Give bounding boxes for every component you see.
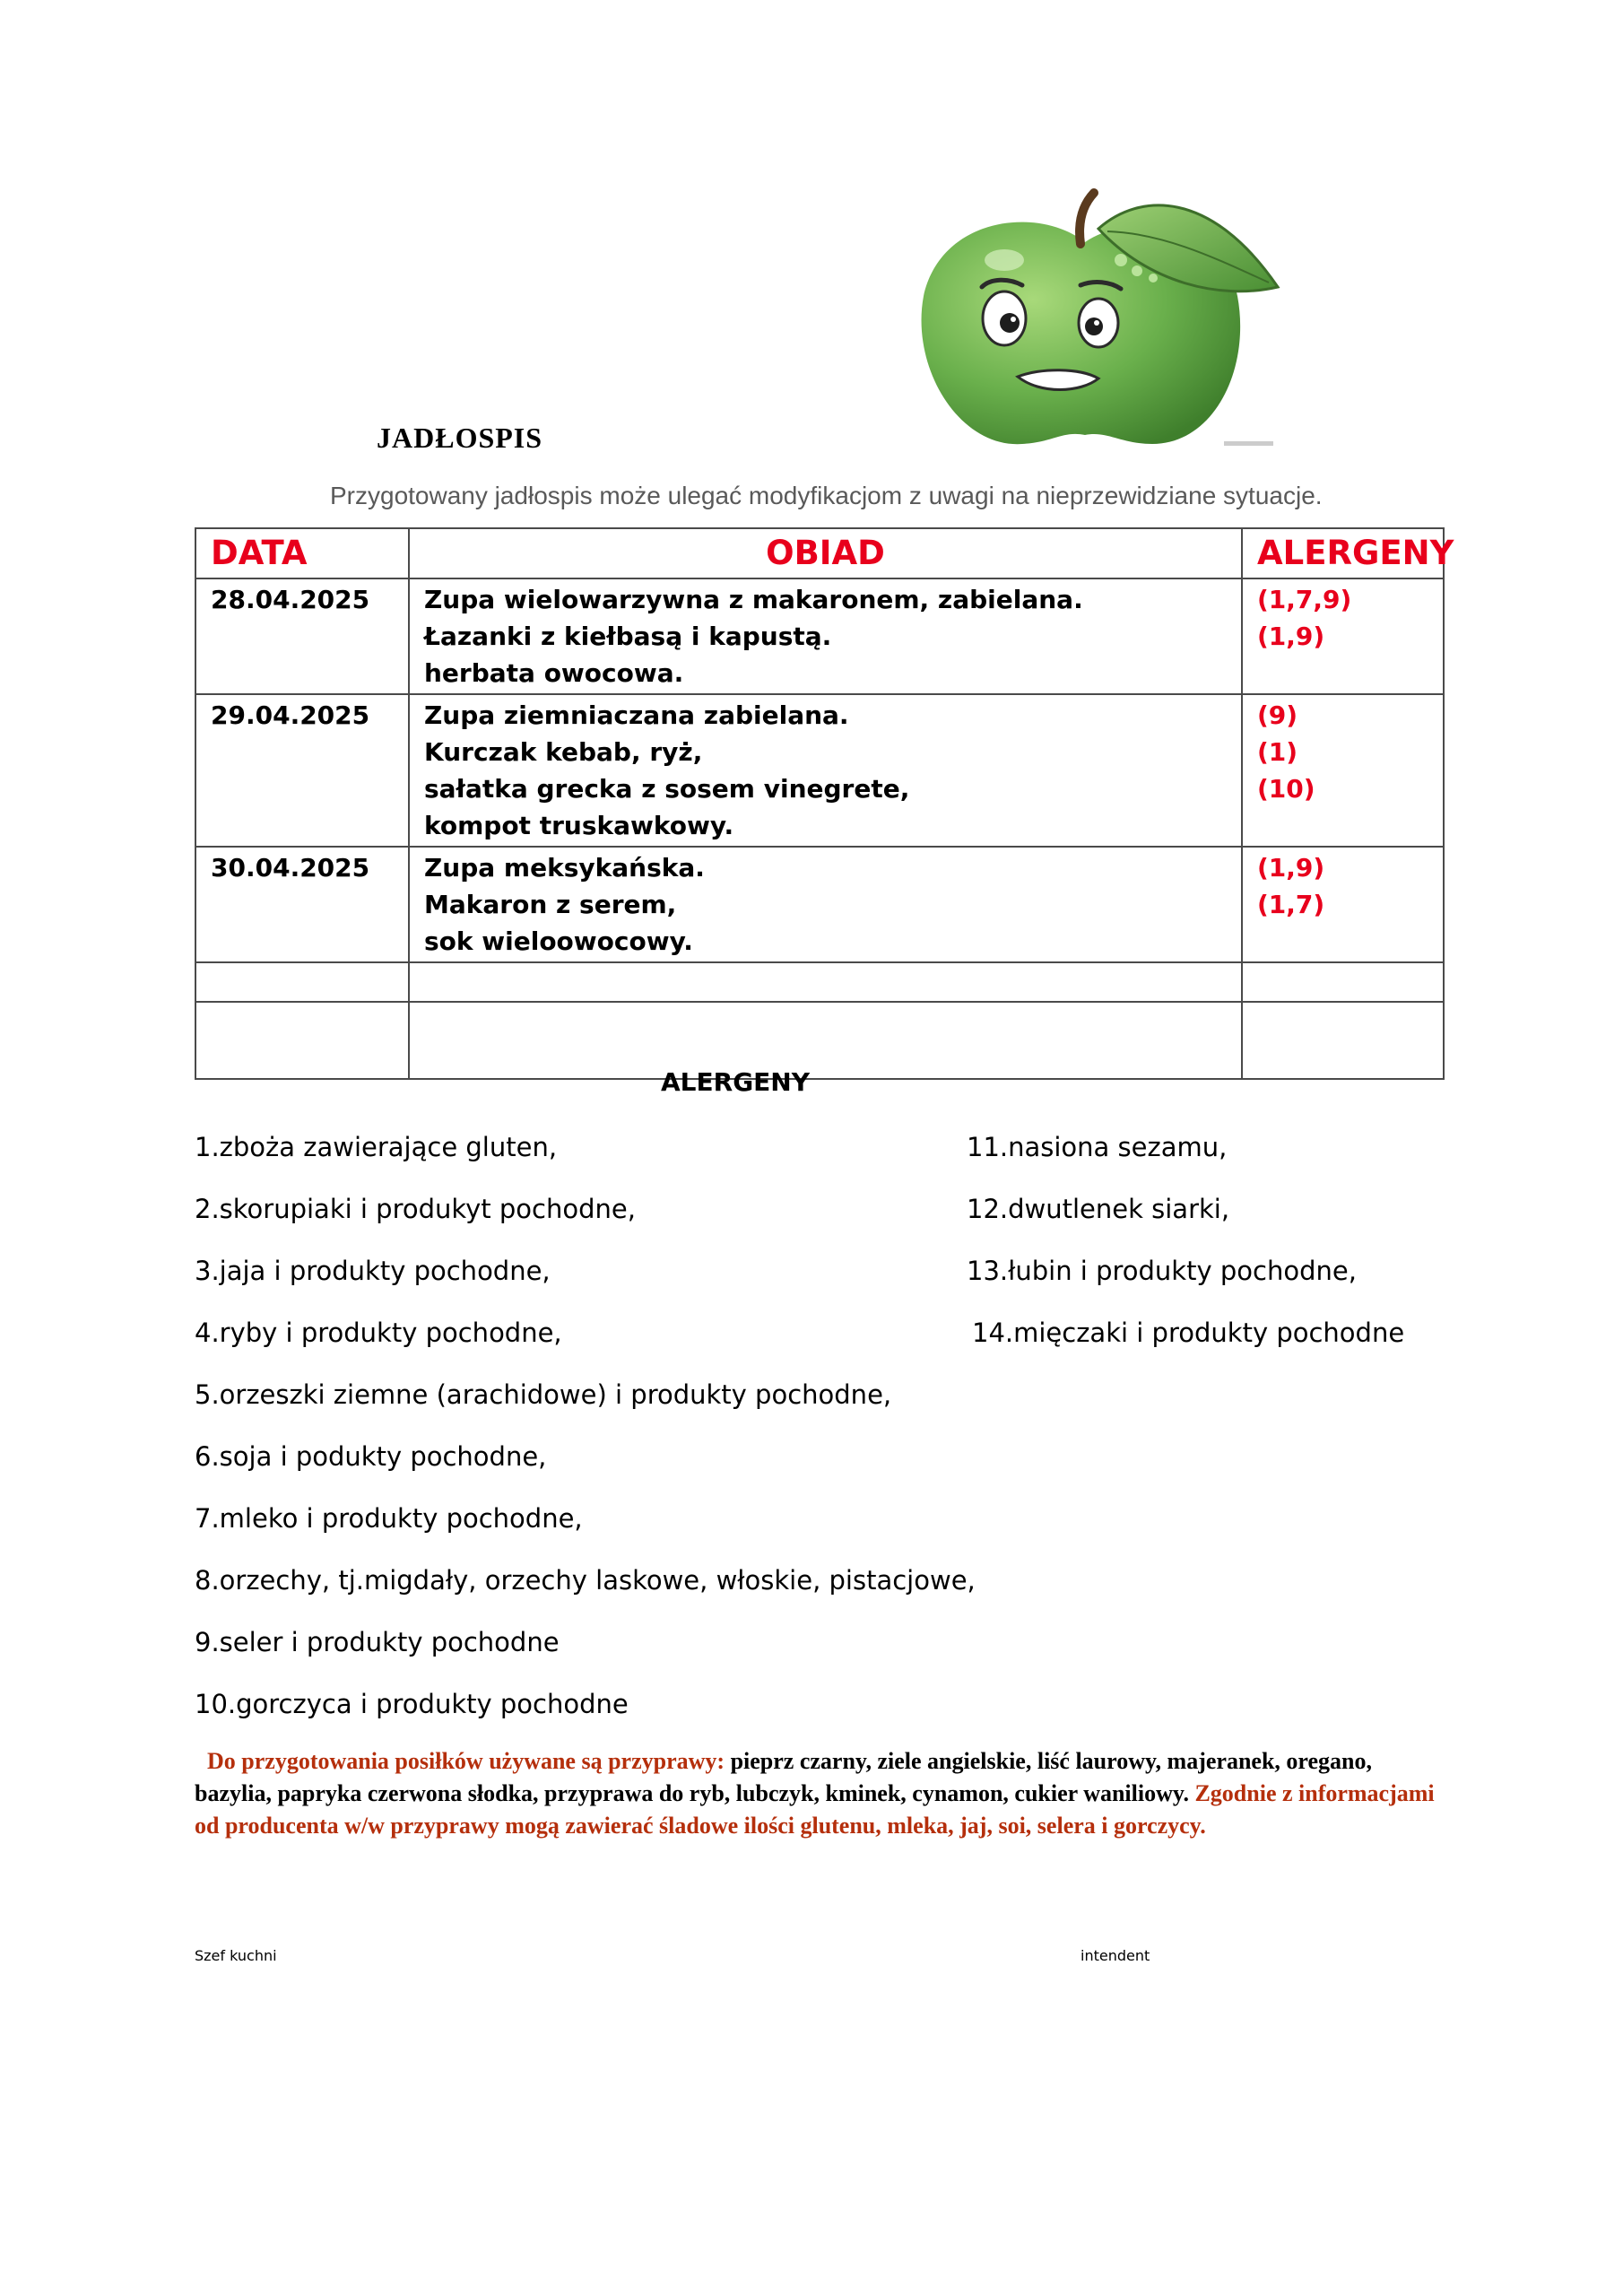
allergen-code: (1,9) xyxy=(1257,853,1325,883)
allergen-item: 14.mięczaki i produkty pochodne xyxy=(972,1318,1405,1348)
empty-cell xyxy=(409,1002,1242,1079)
allergen-item: 10.gorczyca i produkty pochodne xyxy=(195,1689,629,1719)
allergen-item: 9.seler i produkty pochodne xyxy=(195,1627,560,1657)
allergen-item: 12.dwutlenek siarki, xyxy=(967,1194,1230,1224)
empty-cell xyxy=(195,962,409,1002)
meal-line: herbata owocowa. xyxy=(424,658,684,688)
allergen-code: (1,7,9) xyxy=(1257,585,1352,614)
allergen-item: 4.ryby i produkty pochodne, xyxy=(195,1318,562,1348)
meal-line: Zupa wielowarzywna z makaronem, zabielana. xyxy=(424,585,1083,614)
table-row xyxy=(195,694,1444,847)
row-meal xyxy=(409,578,1242,694)
empty-cell xyxy=(1242,962,1444,1002)
allergen-item: 2.skorupiaki i produkyt pochodne, xyxy=(195,1194,636,1224)
row-allergens xyxy=(1242,578,1444,694)
meal-line: sałatka grecka z sosem vinegrete, xyxy=(424,774,910,804)
allergen-code: (10) xyxy=(1257,774,1315,804)
allergen-item: 8.orzechy, tj.migdały, orzechy laskowe, włoskie, pistacjowe, xyxy=(195,1565,976,1596)
header-date: DATA xyxy=(195,528,409,578)
spices-warning: Zgodnie z informacjami od producenta w/w przyprawy mogą zawierać śladowe ilości glutenu, mleka, jaj, soi, selera i gorczycy. xyxy=(195,1780,1435,1839)
allergen-legend-heading: ALERGENY xyxy=(661,1067,811,1097)
allergen-item: 6.soja i podukty pochodne, xyxy=(195,1441,547,1472)
meal-line: sok wieloowocowy. xyxy=(424,926,693,956)
apple-mascot-icon xyxy=(906,188,1291,457)
empty-cell xyxy=(409,962,1242,1002)
allergen-item: 13.łubin i produkty pochodne, xyxy=(967,1256,1357,1286)
empty-row xyxy=(195,962,1444,1002)
header-allergens: ALERGENY xyxy=(1242,528,1444,578)
allergen-item: 7.mleko i produkty pochodne, xyxy=(195,1503,583,1534)
meal-line: Kurczak kebab, ryż, xyxy=(424,737,703,767)
empty-cell xyxy=(195,1002,409,1079)
row-date: 30.04.2025 xyxy=(195,847,409,962)
signature-intendant: intendent xyxy=(1081,1947,1150,1964)
meal-line: Zupa ziemniaczana zabielana. xyxy=(424,700,849,730)
empty-row xyxy=(195,1002,1444,1079)
row-meal xyxy=(409,847,1242,962)
page-title: JADŁOSPIS xyxy=(377,422,543,454)
row-date: 29.04.2025 xyxy=(195,694,409,847)
meal-line: Zupa meksykańska. xyxy=(424,853,705,883)
allergen-code: (1) xyxy=(1257,737,1298,767)
spices-lead: Do przygotowania posiłków używane są przyprawy: xyxy=(207,1748,725,1774)
meal-line: Makaron z serem, xyxy=(424,890,677,919)
header-meal: OBIAD xyxy=(409,528,1242,578)
empty-cell xyxy=(1242,1002,1444,1079)
page-subtitle: Przygotowany jadłospis może ulegać modyfikacjom z uwagi na nieprzewidziane sytuacje. xyxy=(330,482,1323,509)
meal-line: Łazanki z kiełbasą i kapustą. xyxy=(424,622,832,651)
allergen-code: (9) xyxy=(1257,700,1298,730)
spices-list: pieprz czarny, ziele angielskie, liść laurowy, majeranek, oregano, bazylia, papryka czerwona słodka, przyprawa do ryb, lubczyk, kminek, cynamon, cukier waniliowy. xyxy=(195,1748,1372,1806)
signature-chef: Szef kuchni xyxy=(195,1947,277,1964)
row-allergens xyxy=(1242,694,1444,847)
allergen-item: 11.nasiona sezamu, xyxy=(967,1132,1228,1162)
meal-line: kompot truskawkowy. xyxy=(424,811,734,840)
allergen-item: 1.zboża zawierające gluten, xyxy=(195,1132,558,1162)
table-row xyxy=(195,578,1444,694)
allergen-code: (1,7) xyxy=(1257,890,1325,919)
allergen-code: (1,9) xyxy=(1257,622,1325,651)
row-date: 28.04.2025 xyxy=(195,578,409,694)
table-header-row xyxy=(195,528,1444,578)
row-meal xyxy=(409,694,1242,847)
spices-note xyxy=(195,1745,1450,1842)
allergen-item: 5.orzeszki ziemne (arachidowe) i produkty pochodne, xyxy=(195,1379,892,1410)
allergen-item: 3.jaja i produkty pochodne, xyxy=(195,1256,551,1286)
table-row xyxy=(195,847,1444,962)
row-allergens xyxy=(1242,847,1444,962)
menu-table xyxy=(195,527,1454,1080)
